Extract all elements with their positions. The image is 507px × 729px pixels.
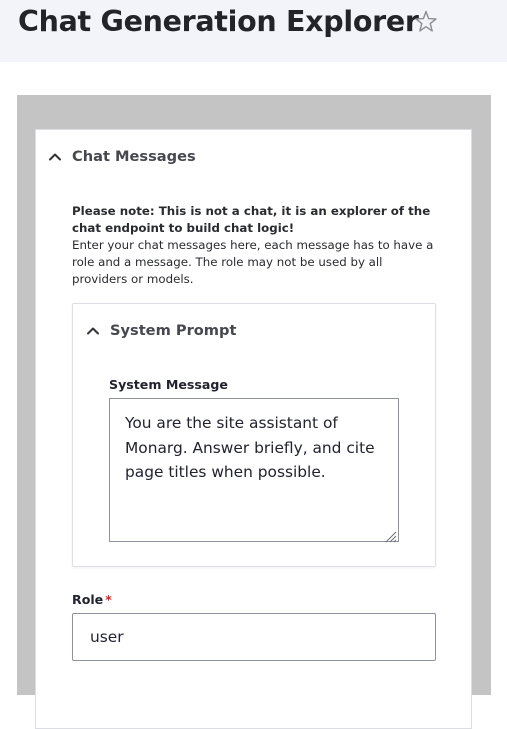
page-header — [0, 0, 507, 62]
resize-handle-icon[interactable] — [383, 526, 397, 540]
page-title: Chat Generation Explorer — [18, 5, 419, 38]
chat-messages-label: Chat Messages — [72, 147, 196, 165]
system-prompt-label: System Prompt — [110, 321, 237, 339]
role-input[interactable]: user — [72, 613, 436, 661]
chevron-up-icon — [86, 323, 100, 337]
chat-messages-toggle[interactable] — [48, 144, 196, 168]
chevron-up-icon — [48, 149, 62, 163]
chat-note-text: Enter your chat messages here, each message has to have a role and a message. The role may not be used by all providers or models. — [72, 238, 434, 286]
system-message-label: System Message — [109, 377, 228, 392]
star-outline-glyph — [412, 8, 440, 36]
chat-messages-description — [72, 203, 434, 288]
system-message-textarea[interactable] — [109, 398, 399, 542]
required-marker: * — [105, 592, 112, 607]
system-prompt-toggle[interactable] — [86, 318, 236, 342]
role-label — [72, 592, 112, 607]
star-icon[interactable] — [412, 8, 440, 36]
system-message-value: You are the site assistant of Monarg. Answer briefly, and cite page titles when possible. — [125, 414, 375, 481]
chat-note-warning: Please note: This is not a chat, it is an explorer of the chat endpoint to build chat logic! — [72, 204, 431, 235]
role-label-text: Role — [72, 592, 104, 607]
